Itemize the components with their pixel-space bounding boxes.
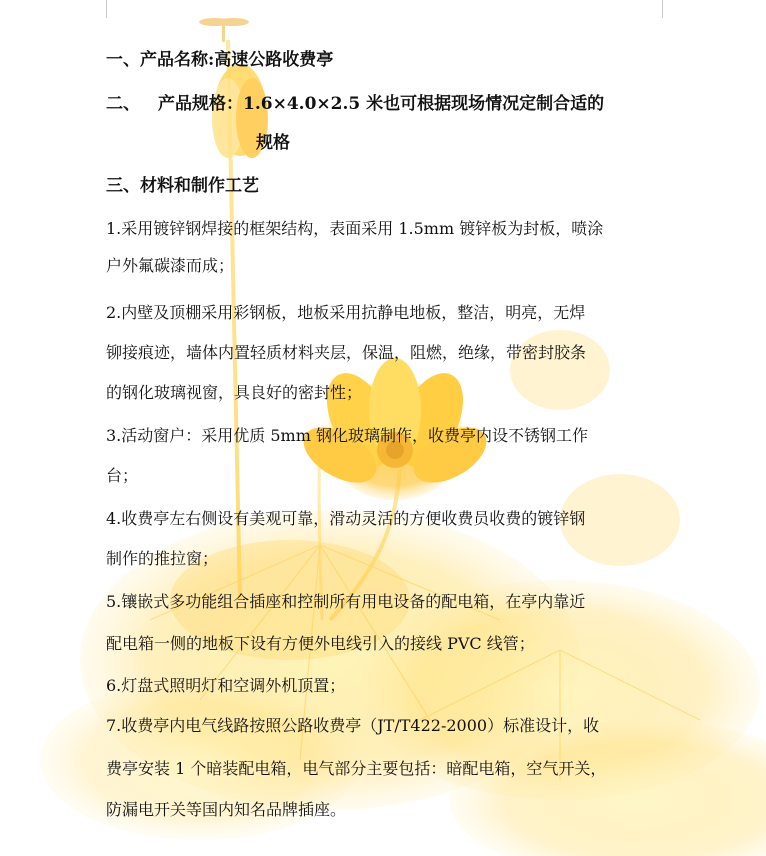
list-item-1-line-2: 户外氟碳漆而成； <box>106 256 235 275</box>
heading-product-spec <box>106 94 604 114</box>
heading-text-line1: 产品规格：1.6×4.0×2.5 米也可根据现场情况定制合适的 <box>158 94 605 114</box>
list-item-2-line-3: 的钢化玻璃视窗，具良好的密封性； <box>106 383 363 402</box>
list-item-3-line-2: 台； <box>106 466 139 485</box>
heading-text: 产品名称:高速公路收费亭 <box>140 50 334 70</box>
list-item-4-line-1: 4.收费亭左右侧设有美观可靠，滑动灵活的方便收费员收费的镀锌钢 <box>106 509 586 528</box>
list-item-7-line-1: 7.收费亭内电气线路按照公路收费亭（JT/T422-2000）标准设计，收 <box>106 716 600 735</box>
heading-product-spec-continued <box>256 133 290 153</box>
list-item-3-line-1: 3.活动窗户：采用优质 5mm 钢化玻璃制作，收费亭内设不锈钢工作 <box>106 426 588 445</box>
list-item-6-line-1: 6.灯盘式照明灯和空调外机顶置； <box>106 676 346 695</box>
page-margin-marker-left <box>106 0 107 18</box>
list-item-2-line-2: 铆接痕迹，墙体内置轻质材料夹层，保温，阻燃，绝缘，带密封胶条 <box>106 343 587 362</box>
list-item-7-line-3: 防漏电开关等国内知名品牌插座。 <box>106 800 347 819</box>
heading-number: 三、 <box>106 176 140 196</box>
list-item-5-line-2: 配电箱一侧的地板下设有方便外电线引入的接线 PVC 线管； <box>106 634 535 653</box>
list-item-2-line-1: 2.内壁及顶棚采用彩钢板，地板采用抗静电地板，整洁，明亮，无焊 <box>106 303 586 322</box>
heading-number: 二、 <box>106 94 140 114</box>
heading-materials <box>106 176 259 196</box>
list-item-5-line-1: 5.镶嵌式多功能组合插座和控制所有用电设备的配电箱，在亭内靠近 <box>106 592 586 611</box>
list-item-1-line-1: 1.采用镀锌钢焊接的框架结构，表面采用 1.5mm 镀锌板为封板，喷涂 <box>106 219 604 238</box>
page-margin-marker-right <box>662 0 663 18</box>
list-item-7-line-2: 费亭安装 1 个暗装配电箱，电气部分主要包括：暗配电箱，空气开关， <box>106 759 607 778</box>
heading-product-name <box>106 50 333 70</box>
heading-text-line2: 规格 <box>256 133 290 153</box>
list-item-4-line-2: 制作的推拉窗； <box>106 549 219 568</box>
heading-text: 材料和制作工艺 <box>140 176 259 196</box>
heading-number: 一、 <box>106 50 140 70</box>
